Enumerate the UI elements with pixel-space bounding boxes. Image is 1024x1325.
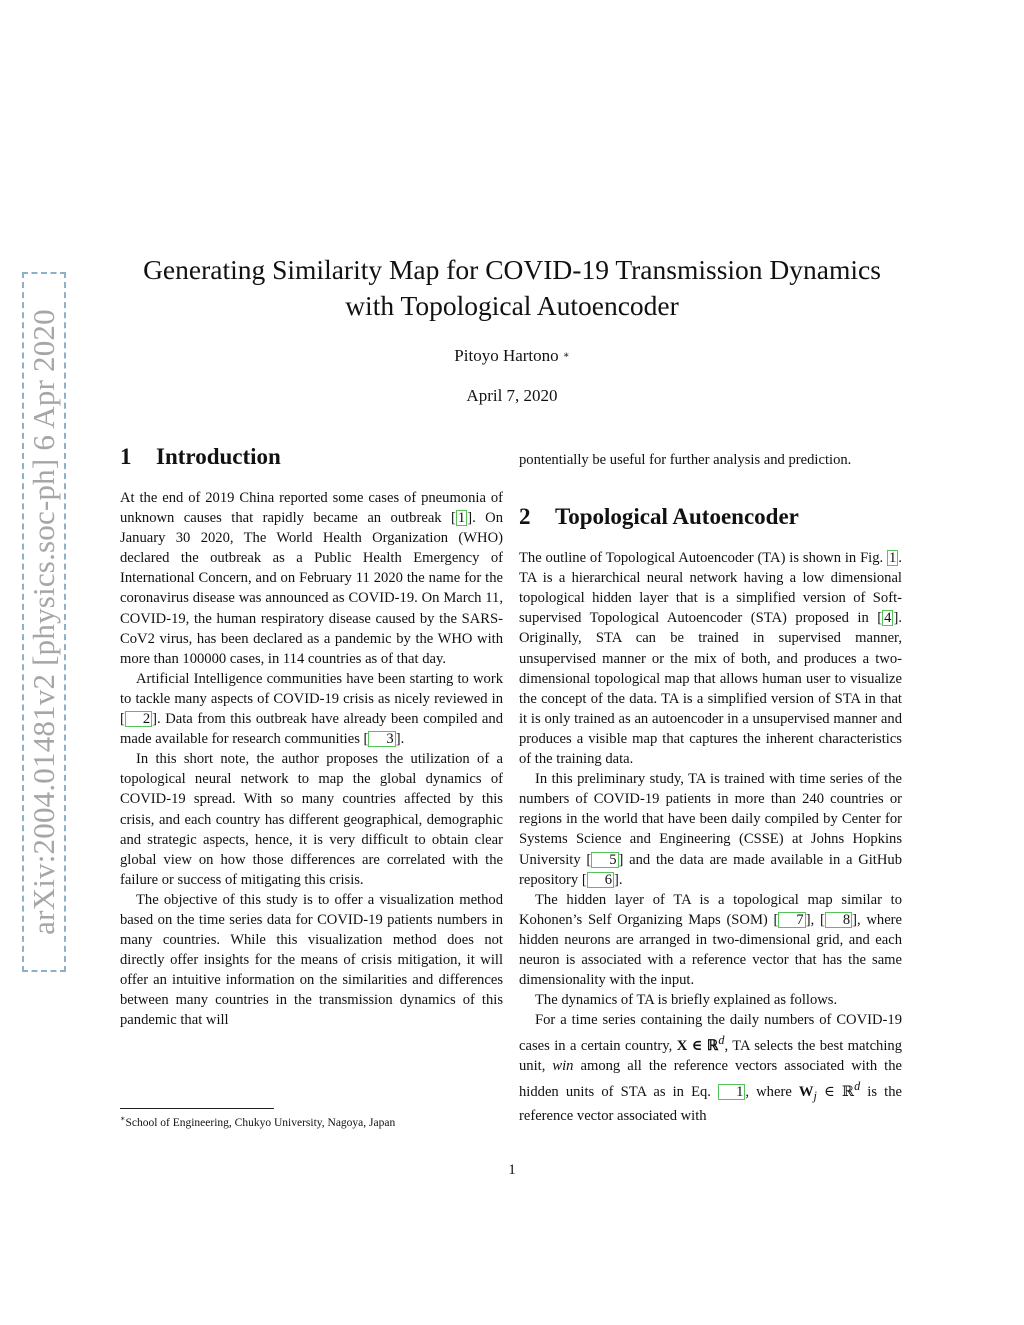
math-superscript-d: d <box>718 1033 725 1048</box>
text-run: Artificial Intelligence communities have been starting to work to tackle many aspects of COVID-19 crisis as nicely reviewed in <box>120 670 503 707</box>
math-in-r: ∈ ℝ <box>816 1084 855 1101</box>
footnote-mark: ∗ <box>120 1114 126 1123</box>
right-column <box>519 450 902 1126</box>
footnote <box>120 1114 520 1129</box>
text-run: and the data are made available in a GitHub repository <box>519 851 902 888</box>
intro-paragraph-2: Artificial Intelligence communities have been starting to work to tackle many aspects of COVID-19 crisis as nicely reviewed in [ 2 ]. Data from this outbreak have already been compiled and made available for research communities [ 3 ]. <box>120 670 503 748</box>
ta-paragraph-4: The dynamics of TA is briefly explained as follows. <box>535 992 838 1009</box>
intro-paragraph-1: At the end of 2019 China reported some cases of pneumonia of unknown causes that rapidly became an outbreak [ 1 ]. On January 30 2020, The World Health Organization (WHO) declared the outbreak as a Public Health Emergency of International Concern, and on February 11 2020 the name for the coronavirus disease was announced as COVID-19. On March 11, COVID-19, the human respiratory disease caused by the SARS-CoV2 virus, has been declared as a pandemic by the WHO with more than 100000 cases, in 114 countries as of that day. <box>120 490 503 667</box>
ta-paragraph-3: The hidden layer of TA is a topological map similar to Kohonen’s Self Organizing Maps (SOM) [ 7 ], [ 8 ], where hidden neurons are arranged in two-dimensional grid, and each neuron is associated with a reference vector that has the same dimensionality with the input. <box>519 891 903 989</box>
text-run: is the reference vector associated with <box>519 1084 902 1125</box>
text-run: , where <box>745 1084 799 1101</box>
heading-spacer <box>519 470 902 548</box>
text-run: The hidden layer of TA is a topological map similar to Kohonen’s Self Organizing Maps (SOM) <box>519 891 902 928</box>
math-subscript-j: j <box>813 1089 817 1104</box>
text-run: . On January 30 2020, The World Health Organization (WHO) declared the outbreak as a Public Health Emergency of International Concern, and on February 11 2020 the name for the coronavirus disease was announced as COVID-19. On March 11, COVID-19, the human respiratory disease caused by the SARS-CoV2 virus, has been declared as a pandemic by the WHO with more than 100000 cases, in 114 countries as of that day. <box>120 510 503 667</box>
text-run: , TA selects the best matching unit, <box>519 1038 902 1075</box>
math-win: win <box>552 1058 574 1075</box>
section-number: 1 <box>120 444 132 469</box>
ta-paragraph-2: In this preliminary study, TA is trained with time series of the numbers of COVID-19 patients in more than 240 countries or regions in the world that have been daily compiled by Center for Systems Science and Engineering (CSSE) at Johns Hopkins University [ 5 ] and the data are made available in a GitHub repository [ 6 ]. <box>519 771 902 888</box>
text-run: . Data from this outbreak have already been compiled and made available for research communities <box>120 711 503 748</box>
section-title: Introduction <box>156 444 281 469</box>
math-superscript-d: d <box>854 1079 861 1094</box>
intro-continuation: pontentially be useful for further analysis and prediction. <box>519 452 852 468</box>
paper-title <box>100 252 924 324</box>
title-line-2: with Topological Autoencoder <box>345 290 679 321</box>
author-name: Pitoyo Hartono <box>454 346 559 365</box>
section-title: Topological Autoencoder <box>555 504 799 529</box>
citation-link[interactable]: 8 <box>825 912 852 928</box>
left-column <box>120 488 503 1031</box>
text-run: For a time series containing the daily numbers of COVID-19 cases in a certain country, <box>519 1012 902 1055</box>
intro-paragraph-4: The objective of this study is to offer a visualization method based on the time series data for COVID-19 patients numbers in many countries. While this visualization method does not directly offer insights for the means of crisis mitigation, it will offer an intuitive information on the similarities and differences between many countries in the transmission dynamics of this pandemic that will <box>120 891 503 1029</box>
footnote-rule <box>120 1108 274 1109</box>
equation-link[interactable]: 1 <box>718 1084 745 1100</box>
text-run: , where hidden neurons are arranged in two-dimensional grid, and each neuron is associated with a reference vector that has the same dimensionality with the input. <box>519 911 903 989</box>
arxiv-identifier-text: arXiv:2004.01481v2 [physics.soc-ph] 6 Apr 2020 <box>26 309 62 935</box>
figure-link[interactable]: 1 <box>889 550 897 567</box>
section-number: 2 <box>519 504 531 529</box>
citation-link[interactable]: 6 <box>587 872 614 888</box>
author-line <box>100 346 924 366</box>
text-run: The outline of Topological Autoencoder (TA) is shown in Fig. <box>519 550 888 567</box>
title-line-1: Generating Similarity Map for COVID-19 Transmission Dynamics <box>143 254 881 285</box>
paper-date: April 7, 2020 <box>466 386 558 405</box>
ta-paragraph-5 <box>519 1010 902 1126</box>
text-run: . <box>400 731 405 748</box>
ta-paragraph-1: The outline of Topological Autoencoder (TA) is shown in Fig. 1 . TA is a hierarchical neural network having a low dimensional topological hidden layer that is a simplified version of Soft-supervised Topological Autoencoder (STA) proposed in [ 4 ]. Originally, STA can be trained in supervised manner, unsupervised manner or the mix of both, and produces a two-dimensional topological map that allows human user to visualize the concept of the data. TA is a simplified version of STA in that it is only trained as an autoencoder in a unsupervised manner and produces a visible map that captures the inherent characteristics of the training data. <box>519 550 902 768</box>
text-run: . Originally, STA can be trained in supervised manner, unsupervised manner or the mix of both, and produces a two-dimensional topological map that allows human user to visualize the concept of the data. TA is a simplified version of STA in that it is only trained as an autoencoder in a unsupervised manner and produces a visible map that captures the inherent characteristics of the training data. <box>519 610 902 768</box>
author-footnote-mark[interactable]: ∗ <box>562 350 570 361</box>
citation-link[interactable]: 7 <box>778 912 805 928</box>
text-run: In this preliminary study, TA is trained with time series of the numbers of COVID-19 patients in more than 240 countries or regions in the world that have been daily compiled by Center for Systems Science and Engineering (CSSE) at Johns Hopkins University <box>519 771 902 868</box>
text-run: , <box>810 911 820 928</box>
citation-link[interactable]: 5 <box>591 852 618 868</box>
text-run: . <box>618 871 623 888</box>
arxiv-identifier-stamp <box>22 272 66 972</box>
text-run: At the end of 2019 China reported some cases of pneumonia of unknown causes that rapidly became an outbreak <box>120 490 503 527</box>
math-x-in-rd: X ∈ ℝ <box>676 1038 719 1055</box>
citation-link[interactable]: 4 <box>884 610 892 627</box>
text-run: among all the reference vectors associated with the hidden units of STA as in Eq. <box>519 1058 902 1101</box>
footnote-text: School of Engineering, Chukyo University, Nagoya, Japan <box>125 1116 396 1129</box>
page-number: 1 <box>508 1162 516 1178</box>
citation-link[interactable]: 2 <box>125 711 152 727</box>
citation-link[interactable]: 3 <box>368 731 395 747</box>
citation-link[interactable]: 1 <box>457 510 466 527</box>
text-run: . TA is a hierarchical neural network having a low dimensional topological hidden layer that is a simplified version of Soft-supervised Topological Autoencoder (STA) proposed in <box>519 550 902 627</box>
section-heading-introduction <box>120 444 281 470</box>
intro-paragraph-3: In this short note, the author proposes the utilization of a topological neural network to map the global dynamics of COVID-19 spread. With so many countries affected by this crisis, and each country has different geographical, demographic and strategic aspects, hence, it is very difficult to obtain clear global view on how those differences are correlated with the failure or success of mitigating this crisis. <box>120 751 503 888</box>
math-w: W <box>798 1084 814 1101</box>
